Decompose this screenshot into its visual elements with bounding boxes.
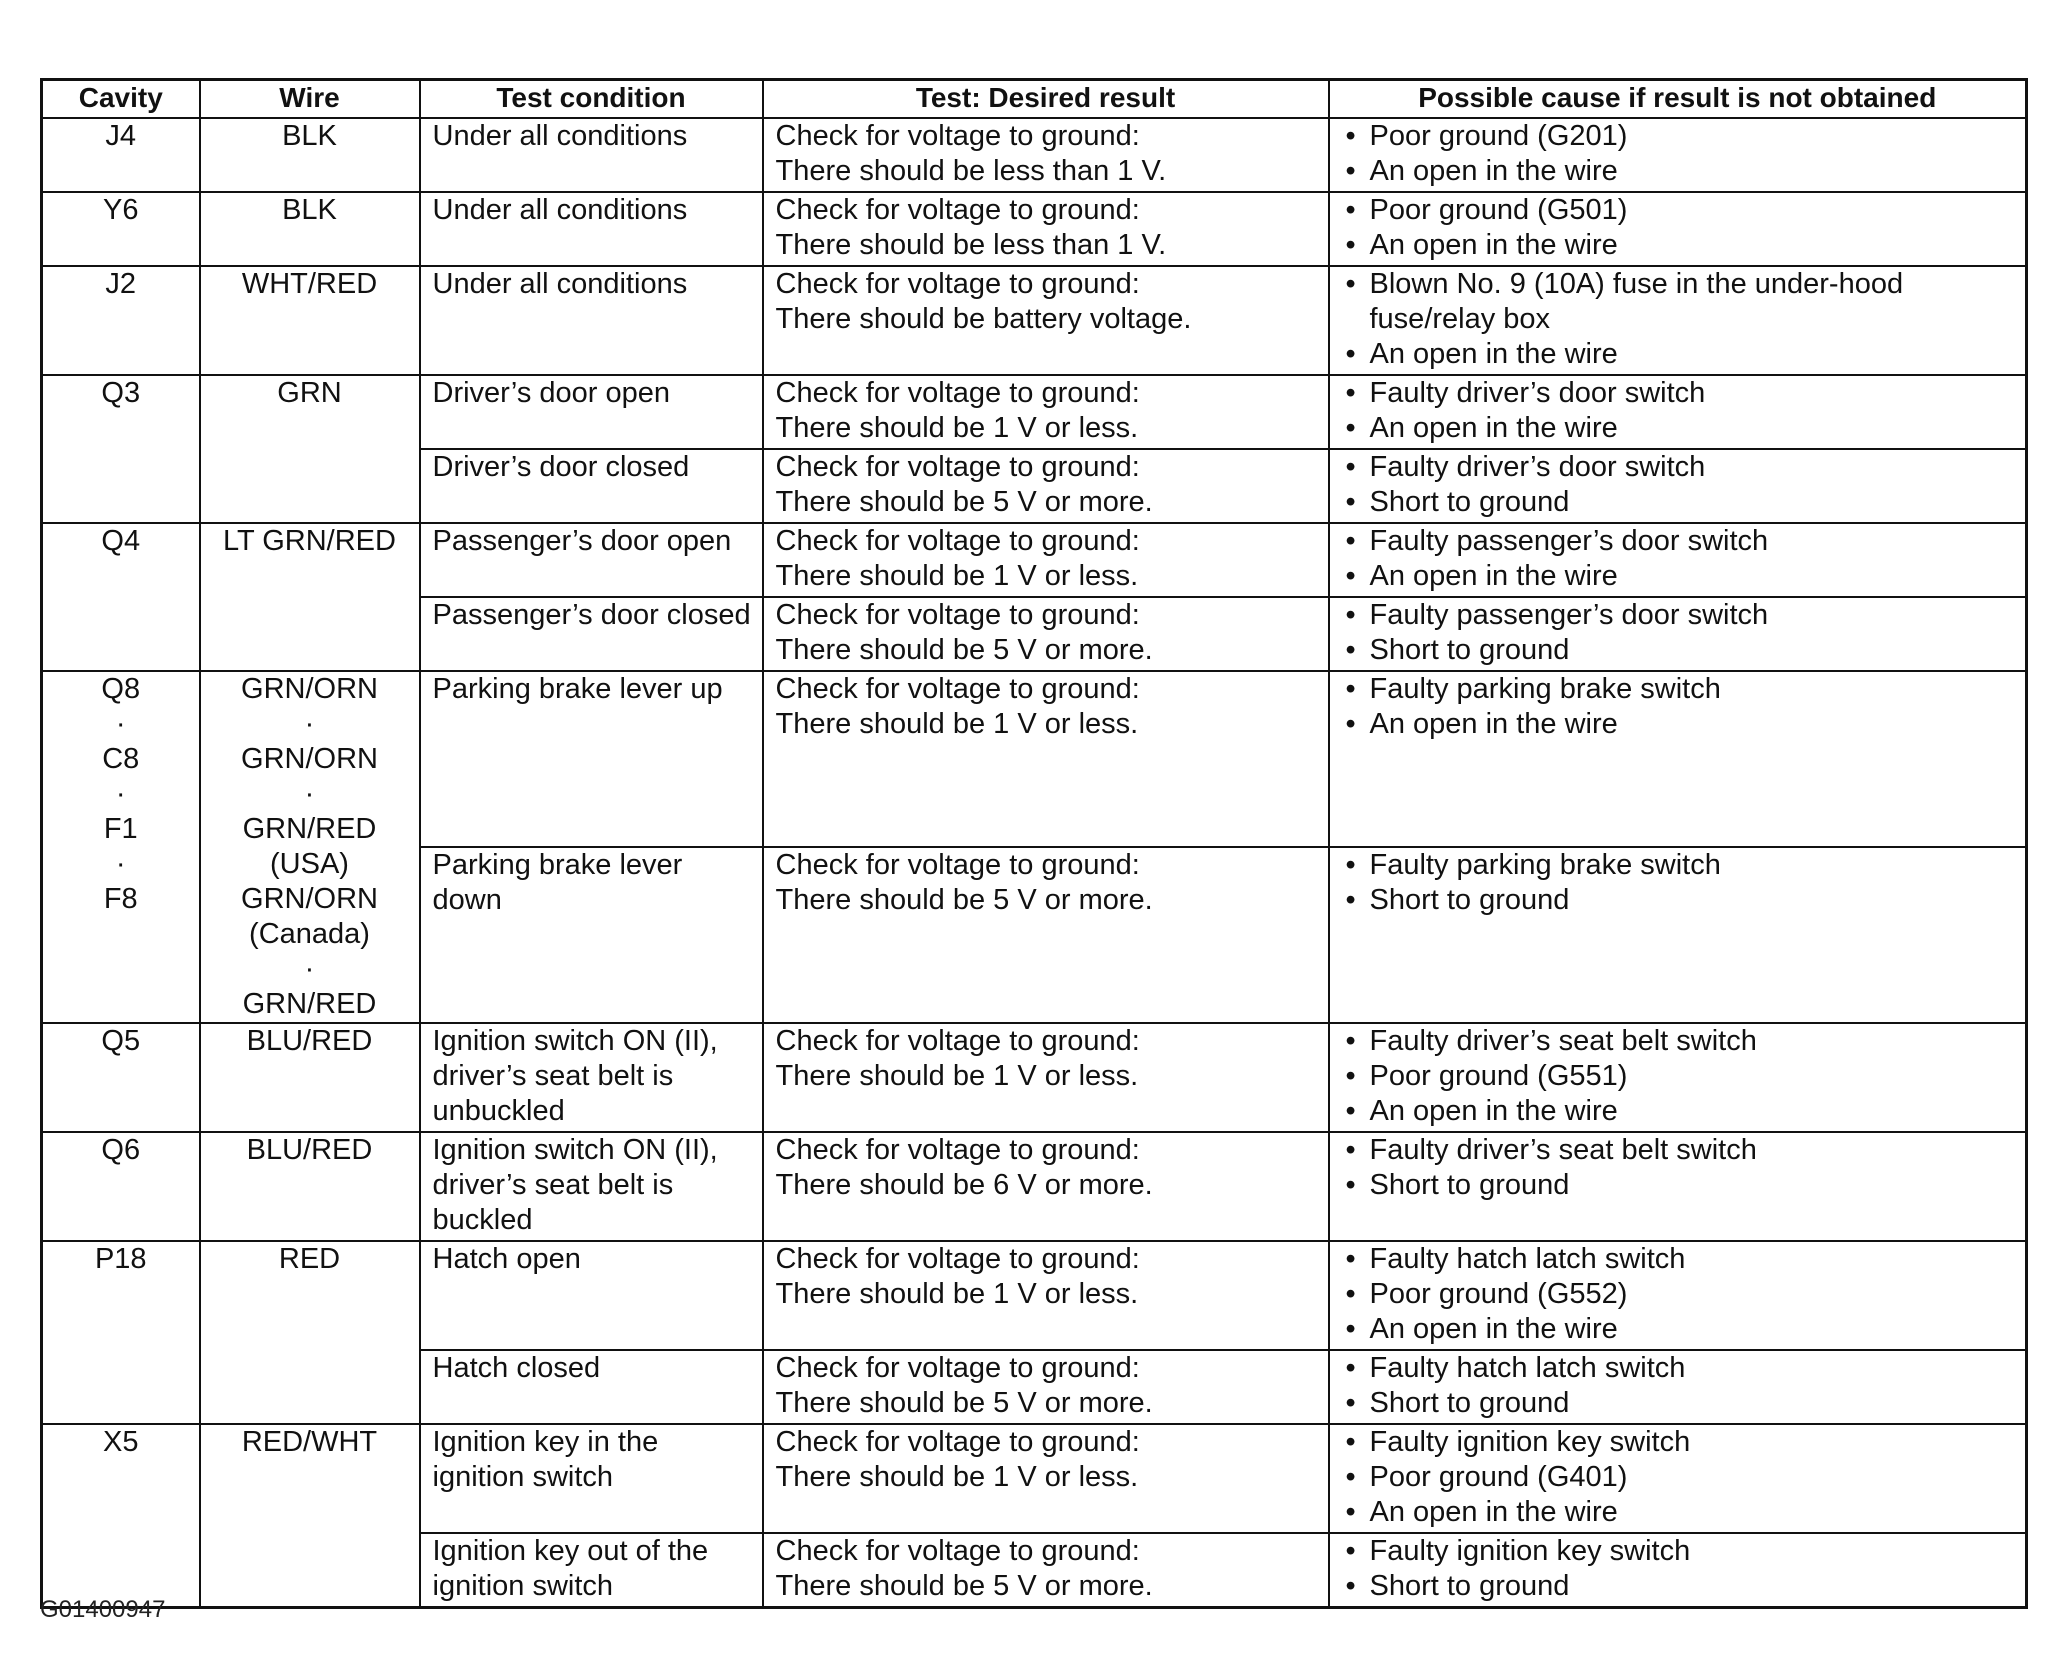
desired-result-line: Check for voltage to ground: — [775, 1535, 1140, 1567]
cavity-label: F1 — [103, 813, 138, 845]
cavity-label: Q6 — [101, 1134, 141, 1166]
cause-item: • Short to ground — [1342, 1168, 2016, 1203]
possible-cause-cell — [1329, 192, 2027, 266]
desired-result-line: There should be 1 V or less. — [775, 1461, 1139, 1493]
desired-result-line: Check for voltage to ground: — [775, 194, 1140, 226]
desired-result-cell — [763, 1023, 1329, 1132]
wire-cell — [200, 375, 420, 523]
cavity-cell — [42, 1424, 200, 1608]
cavity-label: P18 — [94, 1243, 147, 1275]
cause-item: • Short to ground — [1342, 1569, 2016, 1604]
table-row — [42, 1132, 2027, 1241]
wire-color-label: LT GRN/RED — [223, 525, 396, 557]
wire-color-label: (USA) — [270, 848, 349, 880]
cavity-label: J4 — [105, 120, 137, 152]
cause-list — [1342, 119, 2016, 189]
wire-color-label: GRN/RED — [242, 988, 377, 1020]
test-condition-cell: Under all conditions — [420, 118, 763, 192]
desired-result-cell — [763, 1241, 1329, 1350]
desired-result-line: There should be 1 V or less. — [775, 1278, 1139, 1310]
table-header-row — [42, 80, 2027, 119]
cavity-label: Q4 — [101, 525, 141, 557]
desired-result-line: Check for voltage to ground: — [775, 120, 1140, 152]
wire-color-label: (Canada) — [249, 918, 370, 950]
wire-color-label: · — [304, 778, 315, 810]
desired-result-line: Check for voltage to ground: — [775, 1426, 1140, 1458]
desired-result-line: There should be less than 1 V. — [775, 155, 1167, 187]
cause-list — [1342, 450, 2016, 520]
desired-result-line: Check for voltage to ground: — [775, 268, 1140, 300]
cause-item: • Poor ground (G501) — [1342, 193, 2016, 228]
cause-item: • An open in the wire — [1342, 707, 2016, 742]
cause-item: • Faulty driver’s seat belt switch — [1342, 1133, 2016, 1168]
cavity-label: F8 — [103, 883, 138, 915]
cause-item: • Poor ground (G552) — [1342, 1277, 2016, 1312]
cause-item: • Faulty parking brake switch — [1342, 848, 2016, 883]
cause-list — [1342, 1133, 2016, 1203]
test-condition-cell: Ignition key in the ignition switch — [420, 1424, 763, 1533]
desired-result-line: There should be 6 V or more. — [775, 1169, 1153, 1201]
wire-color-label: RED/WHT — [241, 1426, 378, 1458]
possible-cause-cell — [1329, 1023, 2027, 1132]
desired-result-cell — [763, 449, 1329, 523]
possible-cause-cell — [1329, 375, 2027, 449]
wire-cell — [200, 1424, 420, 1608]
cause-item: • Faulty parking brake switch — [1342, 672, 2016, 707]
cavity-label: Q5 — [101, 1025, 141, 1057]
wire-cell — [200, 671, 420, 1023]
possible-cause-cell — [1329, 1424, 2027, 1533]
cause-list — [1342, 1425, 2016, 1530]
desired-result-line: There should be battery voltage. — [775, 303, 1192, 335]
wire-color-label: GRN/ORN — [241, 743, 378, 775]
cavity-cell — [42, 266, 200, 375]
desired-result-cell — [763, 523, 1329, 597]
desired-result-line: There should be 5 V or more. — [775, 486, 1153, 518]
cause-item: • Faulty ignition key switch — [1342, 1534, 2016, 1569]
cavity-label: · — [115, 708, 126, 740]
cause-list — [1342, 267, 2016, 372]
cause-item: • An open in the wire — [1342, 154, 2016, 189]
possible-cause-cell — [1329, 1241, 2027, 1350]
header-wire: Wire — [200, 80, 420, 119]
cause-item: • Short to ground — [1342, 883, 2016, 918]
cause-item: • Poor ground (G201) — [1342, 119, 2016, 154]
desired-result-cell — [763, 847, 1329, 1023]
cause-item: • An open in the wire — [1342, 1495, 2016, 1530]
desired-result-line: There should be 1 V or less. — [775, 560, 1139, 592]
cavity-label: Q8 — [101, 673, 141, 705]
test-condition-cell: Driver’s door open — [420, 375, 763, 449]
cavity-label: · — [115, 778, 126, 810]
possible-cause-cell — [1329, 118, 2027, 192]
table-row — [42, 118, 2027, 192]
cavity-cell — [42, 1023, 200, 1132]
cause-item: • An open in the wire — [1342, 411, 2016, 446]
test-condition-cell: Under all conditions — [420, 192, 763, 266]
cause-list — [1342, 193, 2016, 263]
wire-color-label: GRN/ORN — [241, 883, 378, 915]
wire-color-label: GRN — [277, 377, 342, 409]
cause-item: • Blown No. 9 (10A) fuse in the under-hood fuse/relay box — [1342, 267, 2016, 337]
possible-cause-cell — [1329, 847, 2027, 1023]
cause-list — [1342, 1242, 2016, 1347]
wire-cell — [200, 1132, 420, 1241]
cavity-label: J2 — [105, 268, 137, 300]
cause-item: • Short to ground — [1342, 633, 2016, 668]
desired-result-line: Check for voltage to ground: — [775, 377, 1140, 409]
test-condition-cell: Passenger’s door open — [420, 523, 763, 597]
possible-cause-cell — [1329, 523, 2027, 597]
desired-result-cell — [763, 375, 1329, 449]
desired-result-cell — [763, 1350, 1329, 1424]
desired-result-line: There should be 1 V or less. — [775, 1060, 1139, 1092]
desired-result-line: There should be 1 V or less. — [775, 412, 1139, 444]
cause-item: • An open in the wire — [1342, 228, 2016, 263]
wire-color-label: WHT/RED — [241, 268, 378, 300]
desired-result-line: Check for voltage to ground: — [775, 1134, 1140, 1166]
cause-item: • An open in the wire — [1342, 559, 2016, 594]
desired-result-line: There should be 5 V or more. — [775, 634, 1153, 666]
desired-result-line: Check for voltage to ground: — [775, 1243, 1140, 1275]
wire-color-label: GRN/RED — [242, 813, 377, 845]
table-body — [42, 118, 2027, 1608]
table-row — [42, 375, 2027, 449]
wire-cell — [200, 523, 420, 671]
desired-result-line: There should be less than 1 V. — [775, 229, 1167, 261]
desired-result-cell — [763, 671, 1329, 847]
test-condition-cell: Driver’s door closed — [420, 449, 763, 523]
cause-item: • An open in the wire — [1342, 337, 2016, 372]
table-row — [42, 671, 2027, 847]
possible-cause-cell — [1329, 449, 2027, 523]
wire-color-label: BLU/RED — [246, 1134, 373, 1166]
header-desired-result: Test: Desired result — [763, 80, 1329, 119]
table-row — [42, 1023, 2027, 1132]
possible-cause-cell — [1329, 597, 2027, 671]
cavity-cell — [42, 118, 200, 192]
cavity-label: Y6 — [103, 194, 139, 226]
possible-cause-cell — [1329, 1350, 2027, 1424]
cause-item: • Faulty driver’s door switch — [1342, 376, 2016, 411]
test-condition-cell: Passenger’s door closed — [420, 597, 763, 671]
desired-result-line: There should be 5 V or more. — [775, 1570, 1153, 1602]
test-condition-cell: Under all conditions — [420, 266, 763, 375]
table-row — [42, 1241, 2027, 1350]
cause-list — [1342, 1351, 2016, 1421]
test-condition-cell: Parking brake lever up — [420, 671, 763, 847]
cavity-label: C8 — [102, 743, 140, 775]
desired-result-cell — [763, 1424, 1329, 1533]
cause-item: • Faulty hatch latch switch — [1342, 1351, 2016, 1386]
wire-color-label: GRN/ORN — [241, 673, 378, 705]
cause-item: • Faulty hatch latch switch — [1342, 1242, 2016, 1277]
cavity-cell — [42, 1241, 200, 1424]
cavity-label: X5 — [103, 1426, 139, 1458]
possible-cause-cell — [1329, 1533, 2027, 1608]
desired-result-cell — [763, 266, 1329, 375]
cavity-cell — [42, 192, 200, 266]
desired-result-line: Check for voltage to ground: — [775, 525, 1140, 557]
wire-color-label: · — [304, 708, 315, 740]
test-condition-cell: Ignition key out of the ignition switch — [420, 1533, 763, 1608]
cause-list — [1342, 848, 2016, 918]
test-condition-cell: Parking brake lever down — [420, 847, 763, 1023]
desired-result-cell — [763, 1132, 1329, 1241]
possible-cause-cell — [1329, 1132, 2027, 1241]
connector-test-table — [40, 78, 2028, 1609]
header-test-condition: Test condition — [420, 80, 763, 119]
cause-item: • Faulty driver’s door switch — [1342, 450, 2016, 485]
wire-cell — [200, 266, 420, 375]
desired-result-line: Check for voltage to ground: — [775, 451, 1140, 483]
cause-item: • Short to ground — [1342, 485, 2016, 520]
desired-result-cell — [763, 118, 1329, 192]
cause-list — [1342, 1534, 2016, 1604]
header-cavity: Cavity — [42, 80, 200, 119]
cavity-cell — [42, 523, 200, 671]
cavity-label: Q3 — [101, 377, 141, 409]
test-condition-cell: Hatch closed — [420, 1350, 763, 1424]
test-condition-cell: Ignition switch ON (II), driver’s seat belt is unbuckled — [420, 1023, 763, 1132]
cause-item: • Poor ground (G551) — [1342, 1059, 2016, 1094]
wire-color-label: BLU/RED — [246, 1025, 373, 1057]
wire-color-label: · — [304, 953, 315, 985]
wire-cell — [200, 118, 420, 192]
cause-item: • Faulty driver’s seat belt switch — [1342, 1024, 2016, 1059]
possible-cause-cell — [1329, 266, 2027, 375]
desired-result-cell — [763, 192, 1329, 266]
desired-result-line: Check for voltage to ground: — [775, 849, 1140, 881]
desired-result-line: Check for voltage to ground: — [775, 1352, 1140, 1384]
table-row — [42, 523, 2027, 597]
desired-result-line: Check for voltage to ground: — [775, 673, 1140, 705]
table-row — [42, 192, 2027, 266]
desired-result-line: There should be 5 V or more. — [775, 1387, 1153, 1419]
test-condition-cell: Hatch open — [420, 1241, 763, 1350]
cause-list — [1342, 598, 2016, 668]
cause-item: • Short to ground — [1342, 1386, 2016, 1421]
cause-item: • An open in the wire — [1342, 1312, 2016, 1347]
wire-color-label: RED — [278, 1243, 341, 1275]
desired-result-line: There should be 1 V or less. — [775, 708, 1139, 740]
cause-list — [1342, 1024, 2016, 1129]
wire-cell — [200, 192, 420, 266]
table-row — [42, 1424, 2027, 1533]
wire-color-label: BLK — [282, 194, 337, 226]
desired-result-line: Check for voltage to ground: — [775, 599, 1140, 631]
desired-result-cell — [763, 597, 1329, 671]
cause-item: • An open in the wire — [1342, 1094, 2016, 1129]
wire-color-label: BLK — [282, 120, 337, 152]
cavity-cell — [42, 375, 200, 523]
cavity-cell — [42, 1132, 200, 1241]
table-row — [42, 266, 2027, 375]
cause-item: • Faulty passenger’s door switch — [1342, 598, 2016, 633]
wire-cell — [200, 1023, 420, 1132]
cavity-label: · — [115, 848, 126, 880]
cause-item: • Faulty ignition key switch — [1342, 1425, 2016, 1460]
test-condition-cell: Ignition switch ON (II), driver’s seat belt is buckled — [420, 1132, 763, 1241]
cavity-cell — [42, 671, 200, 1023]
cause-item: • Faulty passenger’s door switch — [1342, 524, 2016, 559]
desired-result-line: Check for voltage to ground: — [775, 1025, 1140, 1057]
desired-result-line: There should be 5 V or more. — [775, 884, 1153, 916]
cause-list — [1342, 672, 2016, 742]
cause-list — [1342, 376, 2016, 446]
wire-cell — [200, 1241, 420, 1424]
cause-item: • Poor ground (G401) — [1342, 1460, 2016, 1495]
figure-code: G01400947 — [40, 1596, 166, 1623]
possible-cause-cell — [1329, 671, 2027, 847]
header-possible-cause: Possible cause if result is not obtained — [1329, 80, 2027, 119]
cause-list — [1342, 524, 2016, 594]
desired-result-cell — [763, 1533, 1329, 1608]
